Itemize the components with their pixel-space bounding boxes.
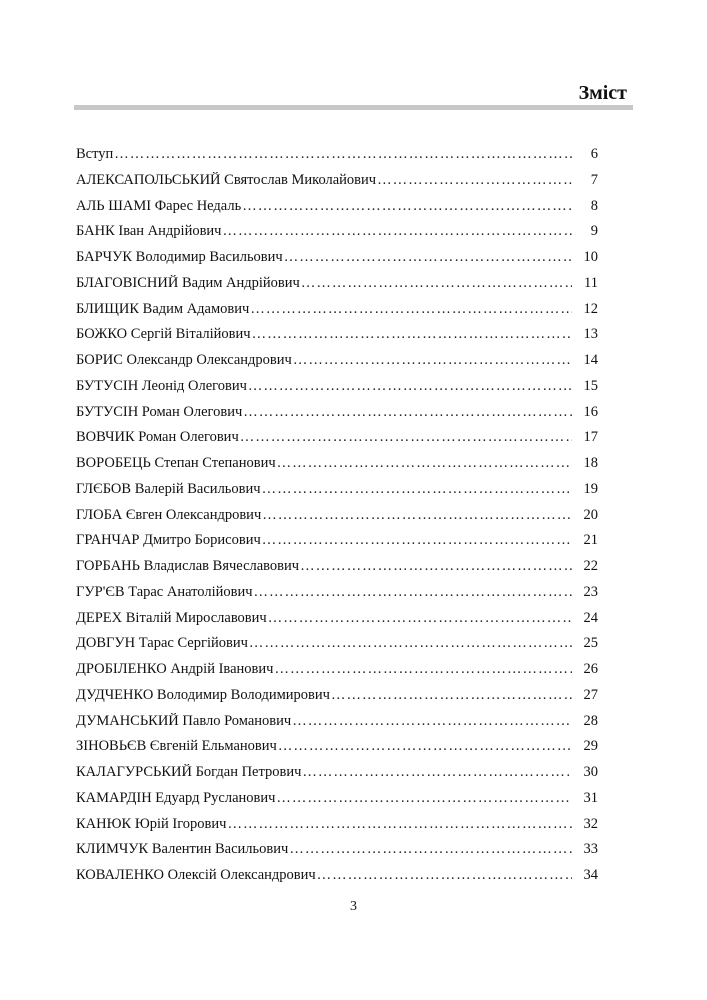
toc-entry-page: 22	[583, 558, 598, 574]
toc-entry-page: 26	[583, 661, 598, 677]
toc-entry	[76, 687, 598, 713]
toc-entry-page: 23	[583, 583, 598, 600]
toc-leader-dots	[289, 841, 572, 858]
toc-entry-page: 13	[583, 326, 598, 343]
toc-leader-dots	[284, 249, 572, 266]
toc-entry-name: ГЛЄБОВ Валерій Васильович	[76, 480, 261, 497]
toc-entry-name: КАНЮК Юрій Ігорович	[76, 815, 227, 832]
toc-leader-dots	[262, 481, 572, 498]
toc-entry-name: Вступ	[76, 146, 114, 162]
toc-entry-name: ВОВЧИК Роман Олегович	[76, 429, 239, 446]
toc-entry-name: ГЛОБА Євген Олександрович	[76, 506, 262, 523]
toc-entry-page: 12	[583, 300, 598, 317]
toc-entry-page: 8	[590, 197, 598, 214]
toc-leader-dots	[277, 455, 572, 472]
toc-entry	[76, 610, 598, 636]
toc-entry	[76, 455, 598, 481]
toc-leader-dots	[227, 816, 572, 833]
toc-leader-dots	[302, 764, 572, 781]
toc-entry-page: 25	[583, 635, 598, 652]
toc-entry	[76, 816, 598, 842]
toc-leader-dots	[249, 635, 572, 652]
toc-entry-page: 18	[583, 455, 598, 471]
title-underline	[74, 105, 633, 110]
toc-entry	[76, 661, 598, 687]
toc-leader-dots	[317, 867, 572, 884]
toc-entry-name: БАРЧУК Володимир Васильович	[76, 249, 283, 265]
toc-entry-name: КОВАЛЕНКО Олексій Олександрович	[76, 867, 316, 883]
toc-entry	[76, 198, 598, 224]
toc-leader-dots	[242, 198, 572, 215]
toc-leader-dots	[262, 507, 572, 524]
toc-leader-dots	[262, 532, 572, 549]
toc-entry-name: БОЖКО Сергій Віталійович	[76, 326, 251, 343]
toc-leader-dots	[222, 223, 572, 240]
toc-entry	[76, 249, 598, 275]
toc-entry-name: АЛЬ ШАМІ Фарес Недаль	[76, 197, 242, 214]
toc-entry-name: КАМАРДІН Едуард Русланович	[76, 789, 276, 806]
toc-entry-page: 16	[583, 403, 598, 420]
toc-leader-dots	[331, 687, 572, 704]
toc-entry-page: 14	[583, 352, 598, 368]
toc-entry-page: 21	[583, 532, 598, 549]
toc-entry-name: БЛИЩИК Вадим Адамович	[76, 300, 250, 317]
toc-entry	[76, 429, 598, 455]
toc-leader-dots	[243, 404, 572, 421]
toc-entry	[76, 146, 598, 172]
toc-entry	[76, 223, 598, 249]
toc-entry-name: ГУР'ЄВ Тарас Анатолійович	[76, 583, 253, 600]
toc-entry-name: ГРАНЧАР Дмитро Борисович	[76, 532, 261, 549]
toc-entry-name: ЗІНОВЬЄВ Євгеній Ельманович	[76, 738, 277, 755]
toc-entry-page: 34	[583, 867, 598, 883]
toc-leader-dots	[248, 378, 572, 395]
toc-entry-page: 7	[590, 171, 598, 188]
toc-entry-name: ГОРБАНЬ Владислав Вячеславович	[76, 558, 300, 574]
toc-entry-page: 31	[583, 789, 598, 806]
toc-leader-dots	[292, 713, 572, 730]
toc-entry	[76, 764, 598, 790]
toc-entry-name: ДРОБІЛЕНКО Андрій Іванович	[76, 661, 274, 677]
toc-entry	[76, 275, 598, 301]
toc-leader-dots	[301, 275, 572, 292]
page-number: 3	[350, 899, 357, 914]
toc-entry-name: БОРИС Олександр Олександрович	[76, 352, 292, 368]
toc-entry-name: БАНК Іван Андрійович	[76, 223, 222, 240]
toc-entry	[76, 713, 598, 739]
toc-entry	[76, 481, 598, 507]
toc-entry	[76, 352, 598, 378]
toc-entry	[76, 172, 598, 198]
toc-entry-page: 27	[583, 686, 598, 703]
toc-leader-dots	[377, 172, 572, 189]
toc-entry	[76, 378, 598, 404]
toc-entry-page: 20	[583, 506, 598, 523]
toc-entry	[76, 404, 598, 430]
toc-entry-page: 17	[583, 429, 598, 446]
toc-entry	[76, 738, 598, 764]
toc-entry	[76, 558, 598, 584]
toc-entry-name: ДУМАНСЬКИЙ Павло Романович	[76, 712, 292, 729]
table-of-contents	[76, 146, 598, 893]
toc-entry-name: БЛАГОВІСНИЙ Вадим Андрійович	[76, 274, 300, 291]
toc-leader-dots	[300, 558, 572, 575]
toc-entry-name: ДЕРЕХ Віталій Мирославович	[76, 609, 267, 626]
toc-entry-name: ДОВГУН Тарас Сергійович	[76, 635, 248, 652]
toc-entry	[76, 635, 598, 661]
toc-leader-dots	[278, 738, 572, 755]
toc-entry-page: 19	[583, 480, 598, 497]
toc-entry	[76, 326, 598, 352]
toc-entry-page: 10	[583, 249, 598, 265]
page-title: Зміст	[578, 82, 627, 104]
toc-entry-page: 24	[583, 609, 598, 626]
toc-entry-page: 33	[583, 841, 598, 858]
toc-leader-dots	[268, 610, 572, 627]
toc-entry-page: 28	[583, 712, 598, 729]
toc-leader-dots	[274, 661, 572, 678]
toc-entry-name: КЛИМЧУК Валентин Васильович	[76, 841, 289, 858]
toc-entry	[76, 507, 598, 533]
toc-entry	[76, 584, 598, 610]
toc-leader-dots	[254, 584, 572, 601]
toc-leader-dots	[250, 301, 572, 318]
toc-entry-page: 9	[590, 223, 598, 240]
toc-entry-page: 30	[583, 764, 598, 780]
toc-entry	[76, 532, 598, 558]
toc-entry-page: 11	[584, 274, 598, 291]
toc-entry-name: ВОРОБЕЦЬ Степан Степанович	[76, 455, 276, 471]
toc-entry	[76, 841, 598, 867]
toc-leader-dots	[293, 352, 572, 369]
toc-entry-page: 32	[583, 815, 598, 832]
toc-leader-dots	[276, 790, 572, 807]
toc-entry	[76, 790, 598, 816]
toc-entry-name: БУТУСІН Роман Олегович	[76, 403, 243, 420]
toc-entry-page: 29	[583, 738, 598, 755]
toc-entry-name: ДУДЧЕНКО Володимир Володимирович	[76, 686, 330, 703]
toc-entry-name: КАЛАГУРСЬКИЙ Богдан Петрович	[76, 764, 302, 780]
toc-entry-name: АЛЕКСАПОЛЬСЬКИЙ Святослав Миколайович	[76, 171, 377, 188]
toc-entry-name: БУТУСІН Леонід Олегович	[76, 377, 247, 394]
toc-leader-dots	[252, 326, 572, 343]
toc-entry-page: 6	[590, 146, 598, 162]
toc-leader-dots	[240, 429, 572, 446]
toc-entry	[76, 301, 598, 327]
toc-leader-dots	[114, 146, 572, 163]
toc-entry-page: 15	[583, 377, 598, 394]
toc-entry	[76, 867, 598, 893]
